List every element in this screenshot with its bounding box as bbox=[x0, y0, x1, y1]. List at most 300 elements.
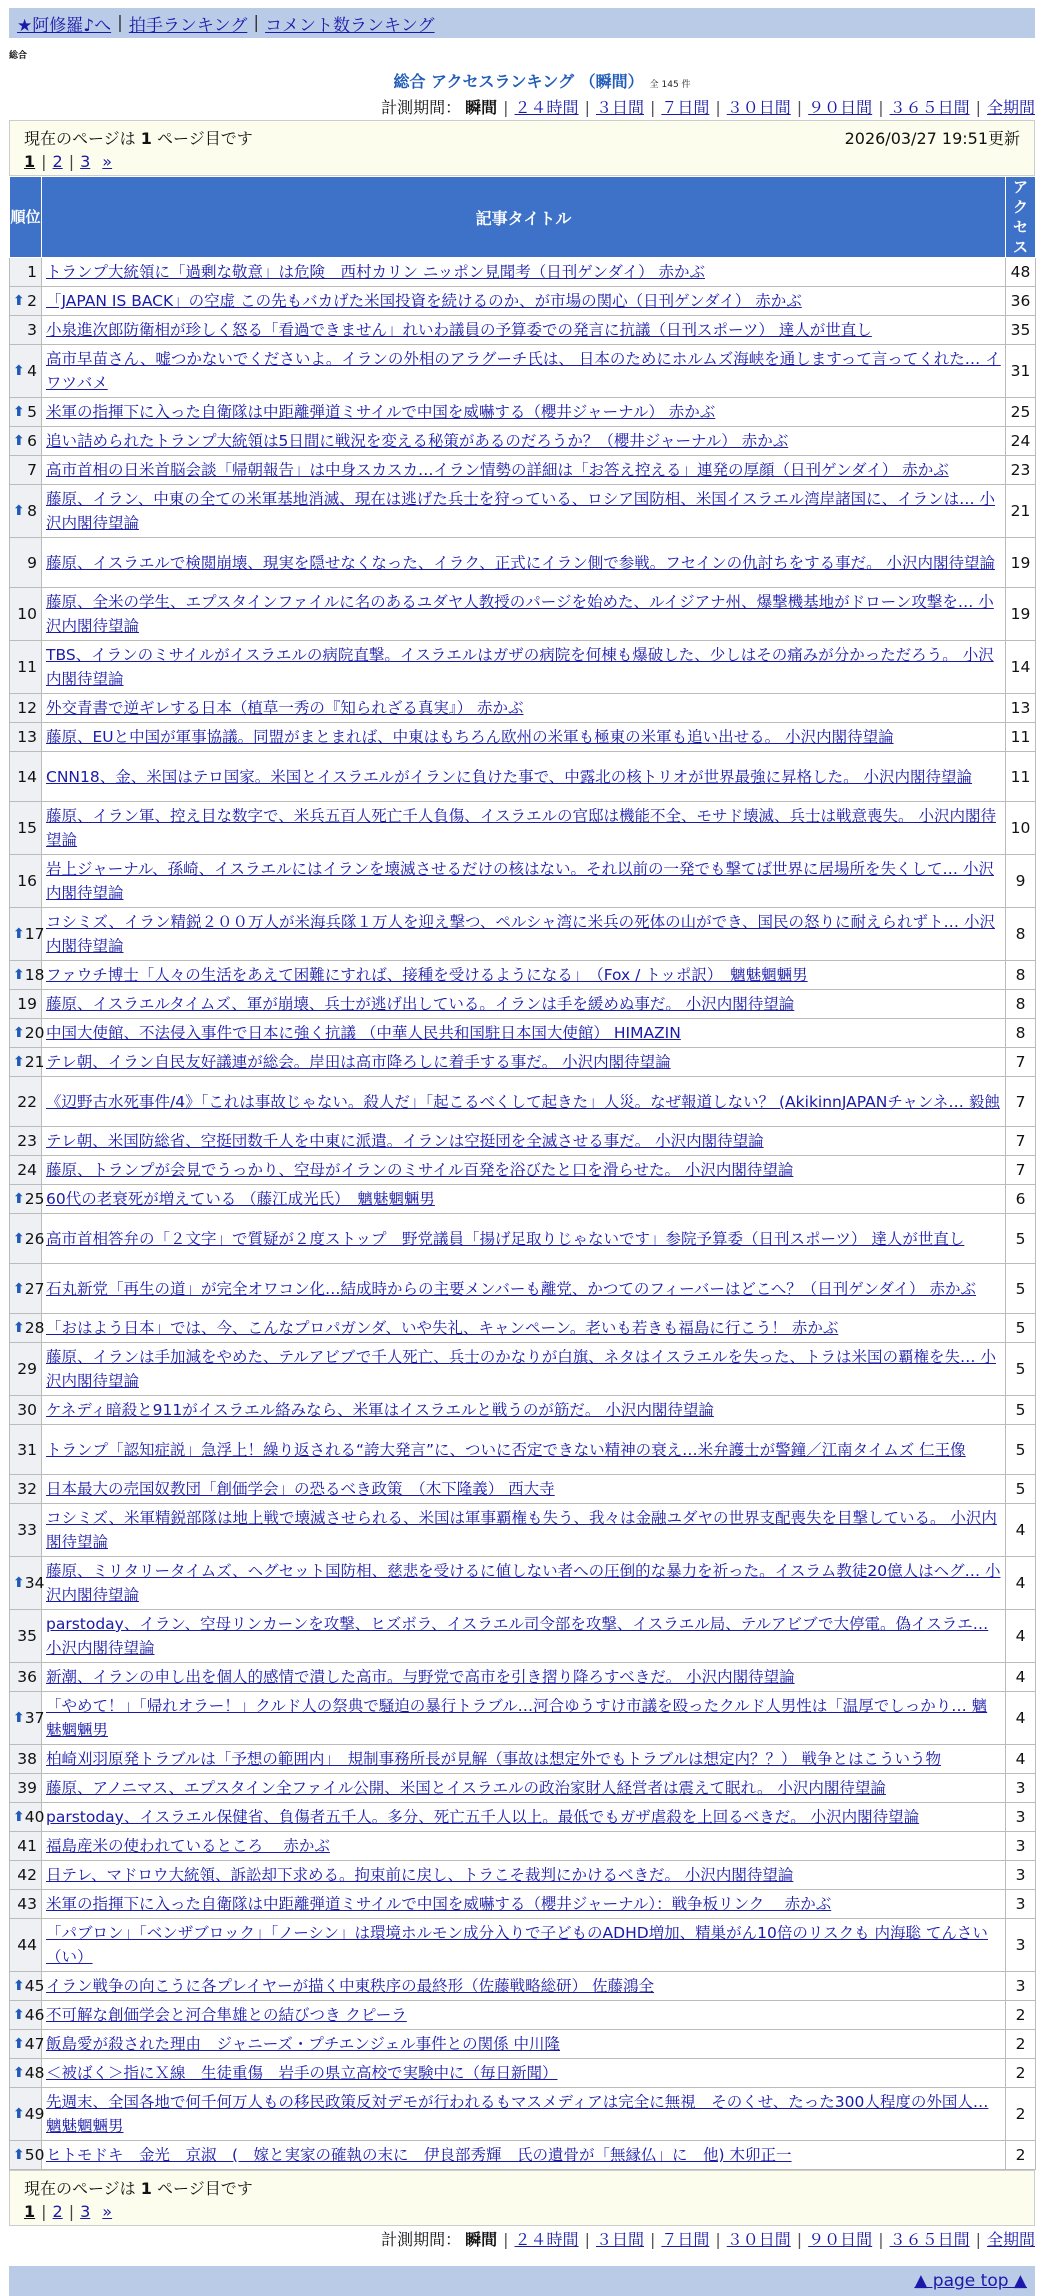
rank-up-arrow-icon: ⬆ bbox=[13, 2147, 25, 2163]
rank-up-arrow-icon: ⬆ bbox=[13, 967, 25, 983]
title-cell bbox=[42, 1610, 1006, 1663]
table-row bbox=[10, 1861, 1036, 1890]
title-cell bbox=[42, 961, 1006, 990]
article-link[interactable]: 高市首相答弁の「２文字」で質疑が２度ストップ 野党議員「揚げ足取りじゃないです」参院予算委（日刊スポーツ） 達人が世直し bbox=[46, 1229, 965, 1248]
article-link[interactable]: parstoday、イスラエル保健省、負傷者五千人。多分、死亡五千人以上。最低でもガザ虐殺を上回るべきだ。 小沢内閣待望論 bbox=[46, 1808, 920, 1826]
article-link[interactable]: 藤原、イスラエルで検閲崩壊、現実を隠せなくなった、イラク、正式にイラン側で参戦。フセインの仇討ちをする事だ。 小沢内閣待望論 bbox=[46, 553, 996, 572]
page-status: 現在のページは 1 ページ目です bbox=[24, 2178, 253, 2198]
article-link[interactable]: 日テレ、マドロウ大統領、訴訟却下求める。拘束前に戻し、トラこそ裁判にかけるべきだ。 小沢内閣待望論 bbox=[46, 1866, 794, 1884]
table-row bbox=[10, 2059, 1036, 2088]
article-link[interactable]: 日本最大の売国奴教団「創価学会」の恐るべき政策 （木下隆義） 西大寺 bbox=[46, 1480, 555, 1498]
separator: | bbox=[68, 151, 75, 171]
access-count: 7 bbox=[1006, 1077, 1036, 1127]
separator: | bbox=[584, 2230, 590, 2249]
page-link[interactable]: 2 bbox=[52, 2201, 63, 2221]
access-count: 31 bbox=[1006, 345, 1036, 398]
article-link[interactable]: 藤原、トランプが会見でうっかり、空母がイランのミサイル百発を浴びたと口を滑らせた。 小沢内閣待望論 bbox=[46, 1161, 794, 1179]
pagination-bottom bbox=[24, 2199, 1020, 2223]
article-link[interactable]: 柏崎刈羽原発トラブルは「予想の範囲内」 規制事務所長が見解（事故は想定外でもトラブルは想定内？？） 戦争とはこういう物 bbox=[46, 1750, 941, 1768]
period-option[interactable]: ３０日間 bbox=[726, 98, 791, 117]
title-cell bbox=[42, 1557, 1006, 1610]
period-option[interactable]: ９０日間 bbox=[808, 98, 873, 117]
rank-number: 36 bbox=[17, 1668, 37, 1686]
rank-number: 30 bbox=[17, 1401, 37, 1419]
access-count: 7 bbox=[1006, 1048, 1036, 1077]
rank-number: 46 bbox=[24, 2006, 45, 2024]
access-count: 4 bbox=[1006, 1745, 1036, 1774]
access-count: 3 bbox=[1006, 1972, 1036, 2001]
rank-up-arrow-icon: ⬆ bbox=[13, 2065, 25, 2081]
access-count: 48 bbox=[1006, 258, 1036, 287]
period-option[interactable]: 全期間 bbox=[986, 98, 1035, 117]
title-cell bbox=[42, 485, 1006, 538]
period-option: 瞬間 bbox=[465, 98, 498, 117]
rank-up-arrow-icon: ⬆ bbox=[13, 1230, 25, 1247]
separator: | bbox=[975, 2230, 981, 2249]
ranking-title: 総合 アクセスランキング （瞬間） bbox=[393, 72, 644, 91]
title-cell bbox=[42, 2059, 1006, 2088]
rank-cell bbox=[10, 1832, 42, 1861]
title-cell bbox=[42, 2030, 1006, 2059]
access-count: 3 bbox=[1006, 1803, 1036, 1832]
title-cell bbox=[42, 1156, 1006, 1185]
table-row bbox=[10, 1127, 1036, 1156]
access-count: 5 bbox=[1006, 1425, 1036, 1475]
access-count: 19 bbox=[1006, 588, 1036, 641]
period-option[interactable]: ３日間 bbox=[595, 98, 644, 117]
rank-number: 35 bbox=[17, 1627, 37, 1645]
rank-cell bbox=[10, 1314, 45, 1343]
top-nav-bar bbox=[9, 8, 1035, 38]
access-count: 23 bbox=[1006, 456, 1036, 485]
table-row bbox=[10, 1475, 1036, 1504]
rank-cell bbox=[10, 1214, 45, 1264]
rank-number: 27 bbox=[24, 1279, 45, 1298]
article-link[interactable]: 「JAPAN IS BACK」の空虚 この先もバカげた米国投資を続けるのか、が市場の関心（日刊ゲンダイ） 赤かぶ bbox=[46, 292, 802, 310]
access-count: 2 bbox=[1006, 2141, 1036, 2170]
access-count: 2 bbox=[1006, 2059, 1036, 2088]
rank-number: 24 bbox=[17, 1161, 37, 1179]
period-label: 計測期間： bbox=[381, 2230, 462, 2249]
rank-cell bbox=[10, 427, 42, 456]
title-cell bbox=[42, 1185, 1006, 1214]
table-row bbox=[10, 1972, 1036, 2001]
table-row bbox=[10, 1185, 1036, 1214]
article-link[interactable]: 高市首相の日米首脳会談「帰朝報告」は中身スカスカ…イラン情勢の詳細は「お答え控える」連発の厚顔（日刊ゲンダイ） 赤かぶ bbox=[46, 461, 949, 479]
rank-number: 5 bbox=[27, 403, 37, 421]
article-link[interactable]: 「やめて！」「帰れオラー！」クルド人の祭典で騒迫の暴行トラブル…河合ゆうすけ市議を殴ったクルド人男性は「温厚でしっかり… 魑魅魍魎男 bbox=[46, 1697, 988, 1739]
table-row bbox=[10, 908, 1036, 961]
article-link[interactable]: 藤原、EUと中国が軍事協議。同盟がまとまれば、中東はもちろん欧州の米軍も極東の米軍も追い出せる。 小沢内閣待望論 bbox=[46, 728, 894, 746]
rank-number: 39 bbox=[17, 1779, 37, 1797]
table-row bbox=[10, 427, 1036, 456]
access-count: 4 bbox=[1006, 1557, 1036, 1610]
rank-cell bbox=[10, 990, 42, 1019]
title-cell bbox=[42, 1774, 1006, 1803]
table-row bbox=[10, 1396, 1036, 1425]
article-link[interactable]: ケネディ暗殺と911がイスラエル絡みなら、米軍はイスラエルと戦うのが筋だ。 小沢内閣待望論 bbox=[46, 1401, 714, 1419]
rank-cell bbox=[10, 1156, 42, 1185]
article-link[interactable]: 藤原、イスラエルタイムズ、軍が崩壊、兵士が逃げ出している。イランは手を緩めぬ事だ。 小沢内閣待望論 bbox=[46, 995, 795, 1013]
page-link[interactable]: 3 bbox=[80, 151, 91, 171]
title-cell bbox=[42, 1214, 1006, 1264]
title-cell bbox=[42, 287, 1006, 316]
title-cell bbox=[42, 752, 1006, 802]
rank-up-arrow-icon: ⬆ bbox=[13, 1054, 25, 1070]
header-access: アクセス bbox=[1006, 177, 1036, 258]
article-link[interactable]: 米軍の指揮下に入った自衛隊は中距離弾道ミサイルで中国を威嚇する（櫻井ジャーナル）：戦争板リンク 赤かぶ bbox=[46, 1895, 832, 1913]
title-cell bbox=[42, 1343, 1006, 1396]
article-link[interactable]: 岩上ジャーナル、孫崎、イスラエルにはイランを壊滅させるだけの核はない。それ以前の一発でも撃てば世界に居場所を失くして… 小沢内閣待望論 bbox=[46, 860, 994, 902]
access-count: 3 bbox=[1006, 1861, 1036, 1890]
table-row bbox=[10, 752, 1036, 802]
table-row bbox=[10, 1156, 1036, 1185]
article-link[interactable]: 藤原、アノニマス、エプスタイン全ファイル公開、米国とイスラエルの政治家財人経営者は震えて眠れ。 小沢内閣待望論 bbox=[46, 1779, 886, 1797]
access-count: 3 bbox=[1006, 1919, 1036, 1972]
article-link[interactable]: イラン戦争の向こうに各プレイヤーが描く中東秩序の最終形（佐藤戦略総研） 佐藤鴻全 bbox=[46, 1977, 655, 1995]
rank-number: 41 bbox=[17, 1837, 37, 1855]
rank-cell bbox=[10, 961, 45, 990]
rank-cell bbox=[10, 588, 42, 641]
table-row bbox=[10, 485, 1036, 538]
table-row bbox=[10, 538, 1036, 588]
access-count: 8 bbox=[1006, 990, 1036, 1019]
updated-timestamp: 2026/03/27 19:51更新 bbox=[844, 128, 1020, 148]
access-count: 4 bbox=[1006, 1692, 1036, 1745]
period-option[interactable]: ３６５日間 bbox=[889, 98, 970, 117]
next-page-link[interactable]: » bbox=[102, 151, 113, 171]
separator: | bbox=[649, 98, 656, 117]
table-row bbox=[10, 1803, 1036, 1832]
rank-cell bbox=[10, 456, 42, 485]
article-link[interactable]: 藤原、ミリタリータイムズ、ヘグセット国防相、慈悲を受けるに値しない者への圧倒的な暴力を祈った。イスラム教徒20億人はヘグ… 小沢内閣待望論 bbox=[46, 1562, 1001, 1604]
access-count: 19 bbox=[1006, 538, 1036, 588]
rank-number: 40 bbox=[24, 1808, 45, 1826]
article-link[interactable]: トランプ「認知症説」急浮上！繰り返される“誇大発言”に、ついに否定できない精神の衰え…米弁護士が警鐘／江南タイムズ 仁王像 bbox=[46, 1440, 966, 1459]
article-link[interactable]: 藤原、全米の学生、エプスタインファイルに名のあるユダヤ人教授のパージを始めた、ルイジアナ州、爆撃機基地がドローン攻撃を… 小沢内閣待望論 bbox=[46, 593, 994, 635]
article-link[interactable]: ヒトモドキ 金光 京淑 ( 嫁と実家の確執の末に 伊良部秀輝 氏の遺骨が「無縁仏」に 他) 木卯正一 bbox=[46, 2146, 792, 2164]
rank-cell bbox=[10, 1019, 45, 1048]
rank-cell bbox=[10, 1919, 42, 1972]
separator: | bbox=[41, 151, 47, 171]
access-count: 3 bbox=[1006, 1774, 1036, 1803]
access-count: 14 bbox=[1006, 641, 1036, 694]
clap-ranking-link[interactable]: 拍手ランキング bbox=[128, 15, 248, 36]
access-count: 35 bbox=[1006, 316, 1036, 345]
rank-number: 14 bbox=[17, 767, 37, 786]
access-count: 5 bbox=[1006, 1475, 1036, 1504]
table-row bbox=[10, 287, 1036, 316]
article-link[interactable]: 石丸新党「再生の道」が完全オワコン化…結成時からの主要メンバーも離党、かつてのフィーバーはどこへ？（日刊ゲンダイ） 赤かぶ bbox=[46, 1279, 976, 1298]
table-row bbox=[10, 456, 1036, 485]
access-count: 24 bbox=[1006, 427, 1036, 456]
title-cell bbox=[42, 398, 1006, 427]
article-link[interactable]: 「パブロン」「ベンザブロック」「ノーシン」は環境ホルモン成分入りで子どものADHD増加、精巣がん10倍のリスクも 内海聡 てんさい（い） bbox=[46, 1924, 988, 1966]
title-cell bbox=[42, 1972, 1006, 2001]
separator: | bbox=[584, 98, 590, 117]
table-row bbox=[10, 1890, 1036, 1919]
rank-number: 6 bbox=[27, 432, 37, 450]
rank-number: 15 bbox=[17, 819, 37, 837]
rank-cell bbox=[10, 694, 42, 723]
title-cell bbox=[42, 1504, 1006, 1557]
rank-up-arrow-icon: ⬆ bbox=[13, 2007, 25, 2023]
title-cell bbox=[42, 1663, 1006, 1692]
rank-number: 38 bbox=[17, 1750, 37, 1768]
table-row bbox=[10, 1077, 1036, 1127]
title-cell bbox=[42, 1396, 1006, 1425]
separator: | bbox=[503, 2230, 509, 2249]
rank-number: 48 bbox=[24, 2064, 45, 2082]
article-link[interactable]: 藤原、イランは手加減をやめた、テルアビブで千人死亡、兵士のかなりが白旗、ネタはイスラエルを失った、トラは米国の覇権を失… 小沢内閣待望論 bbox=[46, 1348, 996, 1390]
title-cell bbox=[42, 427, 1006, 456]
separator: | bbox=[715, 98, 721, 117]
rank-cell bbox=[10, 1077, 42, 1127]
rank-number: 1 bbox=[27, 263, 37, 281]
access-count: 2 bbox=[1006, 2030, 1036, 2059]
title-cell bbox=[42, 1019, 1006, 1048]
rank-up-arrow-icon: ⬆ bbox=[13, 1710, 25, 1726]
rank-number: 21 bbox=[24, 1053, 45, 1071]
table-row bbox=[10, 316, 1036, 345]
article-link[interactable]: テレ朝、米国防総省、空挺団数千人を中東に派遣。イランは空挺団を全滅させる事だ。 小沢内閣待望論 bbox=[46, 1132, 764, 1150]
article-link[interactable]: コシミズ、米軍精鋭部隊は地上戦で壊滅させられる、米国は軍事覇権も失う、我々は金融ユダヤの世界支配喪失を目撃している。 小沢内閣待望論 bbox=[46, 1509, 997, 1551]
rank-number: 13 bbox=[17, 728, 37, 746]
rank-up-arrow-icon: ⬆ bbox=[13, 2036, 25, 2052]
rank-number: 29 bbox=[17, 1360, 37, 1378]
rank-up-arrow-icon: ⬆ bbox=[13, 503, 25, 519]
title-cell bbox=[42, 1048, 1006, 1077]
access-count: 21 bbox=[1006, 485, 1036, 538]
period-option[interactable]: ７日間 bbox=[661, 98, 710, 117]
rank-number: 49 bbox=[24, 2105, 45, 2123]
period-option[interactable]: ２４時間 bbox=[514, 2230, 579, 2249]
rank-cell bbox=[10, 2059, 45, 2088]
rank-number: 37 bbox=[24, 1709, 45, 1727]
article-link[interactable]: 藤原、イラン、中東の全ての米軍基地消滅、現在は逃げた兵士を狩っている、ロシア国防相、米国イスラエル湾岸諸国に、イランは… 小沢内閣待望論 bbox=[46, 490, 996, 532]
access-count: 5 bbox=[1006, 1396, 1036, 1425]
rank-cell bbox=[10, 2001, 45, 2030]
article-link[interactable]: コシミズ、イラン精鋭２００万人が米海兵隊１万人を迎え撃つ、ペルシャ湾に米兵の死体の山ができ、国民の怒りに耐えられずト… 小沢内閣待望論 bbox=[46, 913, 995, 955]
rank-number: 44 bbox=[17, 1936, 37, 1954]
rank-up-arrow-icon: ⬆ bbox=[13, 926, 25, 942]
title-cell bbox=[42, 588, 1006, 641]
access-count: 7 bbox=[1006, 1127, 1036, 1156]
page-title bbox=[9, 69, 1035, 92]
title-cell bbox=[42, 345, 1006, 398]
title-cell bbox=[42, 538, 1006, 588]
footer-bar bbox=[9, 2266, 1035, 2296]
period-option[interactable]: ３０日間 bbox=[726, 2230, 791, 2249]
article-link[interactable]: 不可解な創価学会と河合隼雄との結びつき クピーラ bbox=[46, 2006, 407, 2024]
title-cell bbox=[42, 908, 1006, 961]
rank-number: 43 bbox=[17, 1895, 37, 1913]
table-row bbox=[10, 2030, 1036, 2059]
rank-cell bbox=[10, 1475, 42, 1504]
rank-cell bbox=[10, 287, 42, 316]
access-count: 8 bbox=[1006, 961, 1036, 990]
rank-up-arrow-icon: ⬆ bbox=[13, 293, 25, 309]
rank-number: 22 bbox=[17, 1092, 37, 1111]
rank-cell bbox=[10, 723, 42, 752]
header-title: 記事タイトル bbox=[42, 177, 1006, 258]
page-link[interactable]: 2 bbox=[52, 151, 63, 171]
rank-cell bbox=[10, 2141, 45, 2170]
rank-number: 8 bbox=[27, 502, 37, 520]
rank-up-arrow-icon: ⬆ bbox=[13, 433, 25, 449]
title-cell bbox=[42, 641, 1006, 694]
article-link[interactable]: TBS、イランのミサイルがイスラエルの病院直撃。イスラエルはガザの病院を何棟も爆破した、少しはその痛みが分かっただろう。 小沢内閣待望論 bbox=[46, 646, 994, 688]
rank-number: 42 bbox=[17, 1866, 37, 1884]
page-top-link[interactable]: ▲ page top ▲ bbox=[914, 2271, 1027, 2291]
rank-number: 28 bbox=[24, 1319, 45, 1337]
access-count: 5 bbox=[1006, 1314, 1036, 1343]
rank-number: 33 bbox=[17, 1521, 37, 1539]
rank-up-arrow-icon: ⬆ bbox=[13, 1809, 25, 1825]
title-cell bbox=[42, 2141, 1006, 2170]
table-row bbox=[10, 1774, 1036, 1803]
period-label: 計測期間： bbox=[381, 98, 462, 117]
period-option[interactable]: 全期間 bbox=[986, 2230, 1035, 2249]
article-link[interactable]: テレ朝、イラン自民友好議連が総会。岸田は高市降ろしに着手する事だ。 小沢内閣待望論 bbox=[46, 1053, 671, 1071]
article-link[interactable]: 米軍の指揮下に入った自衛隊は中距離弾道ミサイルで中国を威嚇する（櫻井ジャーナル） 赤かぶ bbox=[46, 403, 716, 421]
article-link[interactable]: 中国大使館、不法侵入事件で日本に強く抗議 （中華人民共和国駐日本国大使館） HIMAZIN bbox=[46, 1024, 681, 1042]
rank-cell bbox=[10, 1610, 42, 1663]
table-row bbox=[10, 1214, 1036, 1264]
rank-up-arrow-icon: ⬆ bbox=[13, 404, 25, 420]
rank-cell bbox=[10, 2088, 45, 2141]
article-link[interactable]: トランプ大統領に「過剰な敬意」は危険 西村カリン ニッポン見聞考（日刊ゲンダイ） 赤かぶ bbox=[46, 263, 705, 281]
rank-number: 32 bbox=[17, 1480, 37, 1498]
rank-up-arrow-icon: ⬆ bbox=[13, 1025, 25, 1041]
article-link[interactable]: 福島産米の使われているところ 赤かぶ bbox=[46, 1837, 330, 1855]
rank-number: 31 bbox=[17, 1440, 37, 1459]
rank-cell bbox=[10, 1890, 42, 1919]
article-link[interactable]: 追い詰められたトランプ大統領は5日間に戦況を変える秘策があるのだろうか？（櫻井ジャーナル） 赤かぶ bbox=[46, 432, 789, 450]
access-count: 3 bbox=[1006, 1890, 1036, 1919]
article-link[interactable]: 飯島愛が殺された理由 ジャニーズ・プチエンジェル事件との関係 中川隆 bbox=[46, 2035, 561, 2053]
separator: | bbox=[117, 13, 123, 33]
rank-cell bbox=[10, 1557, 45, 1610]
article-link[interactable]: parstoday、イラン、空母リンカーンを攻撃、ヒズボラ、イスラエル司令部を攻撃、イスラエル局、テルアビブで大停電。偽イスラエ… 小沢内閣待望論 bbox=[46, 1615, 989, 1657]
header-rank: 順位 bbox=[10, 177, 42, 258]
access-count: 3 bbox=[1006, 1832, 1036, 1861]
article-link[interactable]: 小泉進次郎防衛相が珍しく怒る「看過できません」れいわ議員の予算委での発言に抗議（日刊スポーツ） 達人が世直し bbox=[46, 321, 872, 339]
rank-number: 2 bbox=[27, 292, 37, 310]
access-count: 6 bbox=[1006, 1185, 1036, 1214]
separator: | bbox=[878, 98, 884, 117]
access-count: 4 bbox=[1006, 1610, 1036, 1663]
rank-number: 34 bbox=[24, 1574, 45, 1592]
access-count: 5 bbox=[1006, 1343, 1036, 1396]
rank-cell bbox=[10, 316, 42, 345]
rank-up-arrow-icon: ⬆ bbox=[13, 1191, 25, 1207]
page-link[interactable]: 3 bbox=[80, 2201, 91, 2221]
rank-cell bbox=[10, 1185, 45, 1214]
period-option[interactable]: ３日間 bbox=[595, 2230, 644, 2249]
access-count: 11 bbox=[1006, 723, 1036, 752]
title-cell bbox=[42, 1264, 1006, 1314]
rank-number: 20 bbox=[24, 1024, 45, 1042]
period-option[interactable]: ９０日間 bbox=[808, 2230, 873, 2249]
rank-cell bbox=[10, 1264, 45, 1314]
article-link[interactable]: 先週末、全国各地で何千何万人もの移民政策反対デモが行われるもマスメディアは完全に無視 そのくせ、たった300人程度の外国人… 魑魅魍魎男 bbox=[46, 2093, 989, 2135]
table-row bbox=[10, 1832, 1036, 1861]
page-info-bottom bbox=[9, 2170, 1035, 2226]
next-page-link[interactable]: » bbox=[102, 2201, 113, 2221]
article-link[interactable]: ＜被ばく＞指にＸ線 生徒重傷 岩手の県立高校で実験中に（毎日新聞） bbox=[46, 2064, 558, 2082]
period-option[interactable]: ３６５日間 bbox=[889, 2230, 970, 2249]
article-link[interactable]: 「おはよう日本」では、今、こんなプロパガンダ、いや失礼、キャンペーン。老いも若きも福島に行こう！ 赤かぶ bbox=[46, 1319, 839, 1337]
table-row bbox=[10, 345, 1036, 398]
current-page: 1 bbox=[24, 151, 36, 171]
rank-number: 18 bbox=[24, 966, 45, 984]
access-count: 2 bbox=[1006, 2088, 1036, 2141]
table-row bbox=[10, 1504, 1036, 1557]
title-cell bbox=[42, 1314, 1006, 1343]
title-cell bbox=[42, 802, 1006, 855]
table-row bbox=[10, 1048, 1036, 1077]
title-cell bbox=[42, 258, 1006, 287]
rank-cell bbox=[10, 258, 42, 287]
separator: | bbox=[975, 98, 981, 117]
article-link[interactable]: ファウチ博士「人々の生活をあえて困難にすれば、接種を受けるようになる」 （Fox / トッポ訳） 魑魅魍魎男 bbox=[46, 966, 808, 984]
title-cell bbox=[42, 1745, 1006, 1774]
article-link[interactable]: 《辺野古水死事件/4》「これは事故じゃない。殺人だ」「起こるべくして起きた」人災。なぜ報道しない？ (AkikinnJAPANチャンネ… 毅蝕 bbox=[46, 1092, 1000, 1111]
home-link[interactable]: ★阿修羅♪へ bbox=[17, 15, 112, 36]
comment-ranking-link[interactable]: コメント数ランキング bbox=[265, 15, 435, 36]
rank-number: 3 bbox=[27, 321, 37, 339]
access-count: 5 bbox=[1006, 1264, 1036, 1314]
table-row bbox=[10, 1919, 1036, 1972]
rank-up-arrow-icon: ⬆ bbox=[13, 1320, 25, 1336]
title-cell bbox=[42, 1692, 1006, 1745]
title-cell bbox=[42, 1890, 1006, 1919]
separator: | bbox=[253, 13, 260, 33]
access-count: 9 bbox=[1006, 855, 1036, 908]
rank-cell bbox=[10, 1745, 42, 1774]
article-link[interactable]: CNN18、金、米国はテロ国家。米国とイスラエルがイランに負けた事で、中露北の核トリオが世界最強に昇格した。 小沢内閣待望論 bbox=[46, 767, 973, 786]
rank-cell bbox=[10, 908, 45, 961]
article-link[interactable]: 外交青書で逆ギレする日本（植草一秀の『知られざる真実』） 赤かぶ bbox=[46, 699, 524, 717]
current-page: 1 bbox=[24, 2201, 36, 2221]
rank-number: 16 bbox=[17, 872, 37, 890]
separator: | bbox=[41, 2201, 47, 2221]
title-cell bbox=[42, 1861, 1006, 1890]
title-cell bbox=[42, 456, 1006, 485]
title-cell bbox=[42, 1077, 1006, 1127]
article-link[interactable]: 高市早苗さん、嘘つかないでくださいよ。イランの外相のアラグーチ氏は、 日本のためにホルムズ海峡を通しますって言ってくれた… イワツバメ bbox=[46, 350, 1001, 392]
separator: | bbox=[715, 2230, 721, 2249]
table-row bbox=[10, 1557, 1036, 1610]
period-option[interactable]: ２４時間 bbox=[514, 98, 579, 117]
rank-cell bbox=[10, 1343, 42, 1396]
separator: | bbox=[503, 98, 509, 117]
period-option[interactable]: ７日間 bbox=[661, 2230, 710, 2249]
title-cell bbox=[42, 1919, 1006, 1972]
table-row bbox=[10, 398, 1036, 427]
article-link[interactable]: 藤原、イラン軍、控え目な数字で、米兵五百人死亡千人負傷、イスラエルの官邸は機能不全、モサド壊滅、兵士は戦意喪失。 小沢内閣待望論 bbox=[46, 807, 996, 849]
rank-cell bbox=[10, 1425, 42, 1475]
rank-cell bbox=[10, 538, 42, 588]
article-link[interactable]: 60代の老衰死が増えている （藤江成光氏） 魑魅魍魎男 bbox=[46, 1190, 435, 1208]
table-row bbox=[10, 2088, 1036, 2141]
rank-cell bbox=[10, 1127, 42, 1156]
article-link[interactable]: 新潮、イランの申し出を個人的感情で潰した高市。与野党で高市を引き摺り降ろすべきだ。 小沢内閣待望論 bbox=[46, 1668, 795, 1686]
period-selector-top bbox=[9, 96, 1035, 120]
table-row bbox=[10, 802, 1036, 855]
rank-cell bbox=[10, 398, 42, 427]
